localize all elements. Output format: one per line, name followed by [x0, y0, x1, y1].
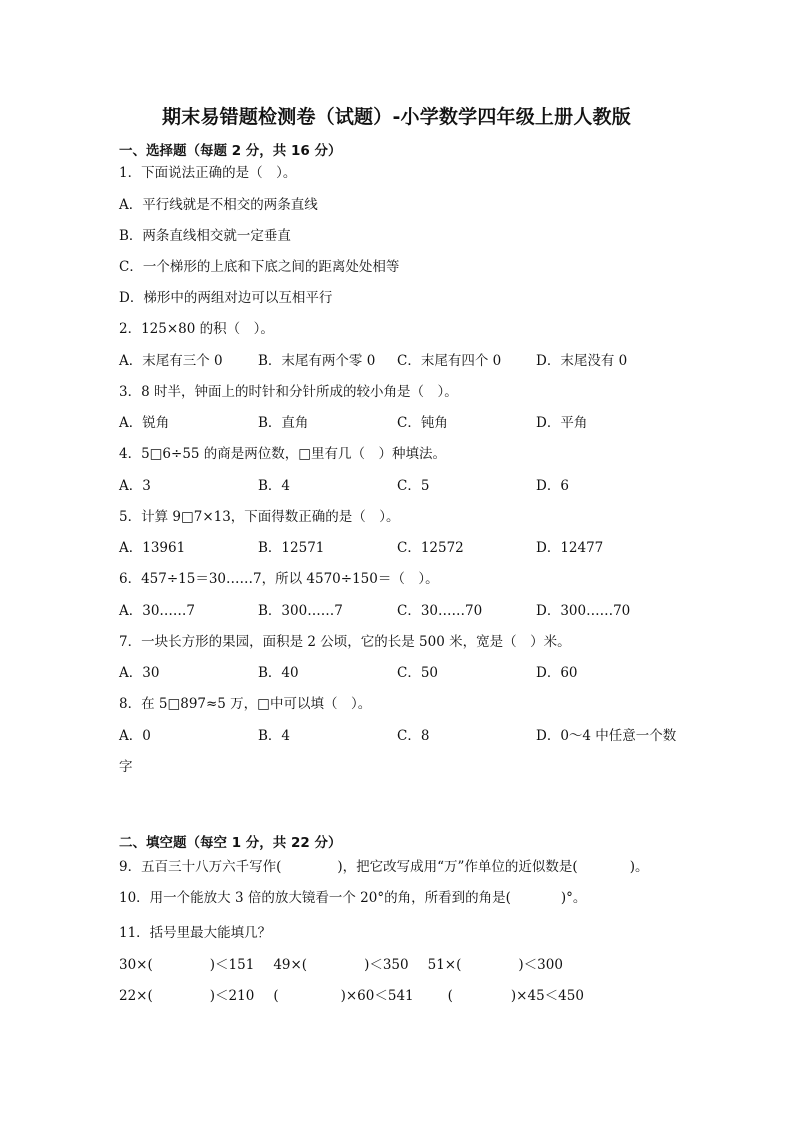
question-1-option-a: A．平行线就是不相交的两条直线 — [119, 197, 318, 213]
question-9-part2: )，把它改写成用“万”作单位的近似数是( — [337, 859, 578, 875]
question-3-stem: 3．8 时半，钟面上的时针和分针所成的较小角是（ ）。 — [119, 384, 458, 400]
question-6-option-b: B．300……7 — [258, 603, 343, 619]
expr-post: )＜151 — [209, 957, 255, 973]
question-3-option-c: C．钝角 — [397, 415, 448, 431]
question-5-option-c: C．12572 — [397, 540, 464, 556]
question-11-stem: 11．括号里最大能填几？ — [119, 925, 272, 941]
question-9-part1: 9．五百三十八万六千写作( — [119, 859, 282, 875]
question-7-option-c: C．50 — [397, 665, 439, 681]
question-10-part2: )°。 — [560, 890, 587, 906]
question-5-option-a: A．13961 — [119, 540, 186, 556]
question-5-option-d: D．12477 — [536, 540, 604, 556]
question-4-stem: 4．5□6÷55 的商是两位数，□里有几（ ）种填法。 — [119, 446, 447, 462]
question-4-option-a: A．3 — [119, 478, 151, 494]
question-1-option-b: B．两条直线相交就一定垂直 — [119, 228, 291, 244]
question-1-option-c: C．一个梯形的上底和下底之间的距离处处相等 — [119, 259, 400, 275]
expr-pre: 30×( — [119, 957, 153, 973]
question-5-options — [119, 539, 699, 557]
question-3-option-b: B．直角 — [258, 415, 309, 431]
section-heading-choice: 一、选择题（每题 2 分，共 16 分） — [119, 143, 342, 159]
question-2-options — [119, 352, 699, 370]
question-8-options — [119, 727, 699, 745]
question-8-stem: 8．在 5□897≈5 万，□中可以填（ ）。 — [119, 696, 372, 712]
question-6-options — [119, 602, 699, 620]
expr-post: )＜300 — [518, 957, 563, 973]
expr-post: )×45＜450 — [510, 988, 584, 1004]
question-10-part1: 10．用一个能放大 3 倍的放大镜看一个 20°的角，所看到的角是( — [119, 890, 511, 906]
question-7-options — [119, 664, 699, 682]
question-6-option-d: D．300……70 — [536, 603, 631, 619]
question-5-option-b: B．12571 — [258, 540, 325, 556]
question-7-option-d: D．60 — [536, 665, 578, 681]
expr-post: )×60＜541 — [340, 988, 414, 1004]
question-4-option-b: B．4 — [258, 478, 291, 494]
question-8-option-b: B．4 — [258, 728, 291, 744]
expr-pre: 49×( — [273, 957, 308, 973]
question-7-option-b: B．40 — [258, 665, 299, 681]
question-7-option-a: A．30 — [119, 665, 160, 681]
question-8-option-d-wrap: 字 — [119, 759, 133, 775]
question-10 — [119, 889, 586, 907]
question-8-option-a: A．0 — [119, 728, 151, 744]
expr-pre: 22×( — [119, 988, 153, 1004]
question-4-option-d: D．6 — [536, 478, 569, 494]
question-9 — [119, 858, 648, 876]
question-11-row-1 — [119, 956, 563, 974]
question-5-stem: 5．计算 9□7×13，下面得数正确的是（ ）。 — [119, 509, 400, 525]
question-6-option-a: A．30……7 — [119, 603, 196, 619]
question-2-stem: 2．125×80 的积（ ）。 — [119, 321, 274, 337]
question-8-option-d: D．0～4 中任意一个数 — [536, 728, 677, 744]
question-2-option-a: A．末尾有三个 0 — [119, 353, 223, 369]
question-3-option-d: D．平角 — [536, 415, 588, 431]
expr-pre: ( — [447, 988, 453, 1004]
question-9-part3: )。 — [629, 859, 649, 875]
question-7-stem: 7．一块长方形的果园，面积是 2 公顷，它的长是 500 米，宽是（ ）米。 — [119, 634, 571, 650]
expr-post: )＜210 — [209, 988, 255, 1004]
page-title: 期末易错题检测卷（试题）-小学数学四年级上册人教版 — [162, 106, 631, 128]
question-6-option-c: C．30……70 — [397, 603, 483, 619]
question-4-options — [119, 477, 699, 495]
expr-post: )＜350 — [364, 957, 409, 973]
question-3-options — [119, 414, 699, 432]
question-11-row-2 — [119, 987, 584, 1005]
question-2-option-c: C．末尾有四个 0 — [397, 353, 502, 369]
expr-pre: ( — [273, 988, 279, 1004]
expr-pre: 51×( — [427, 957, 462, 973]
question-1-option-d: D．梯形中的两组对边可以互相平行 — [119, 290, 333, 306]
question-2-option-d: D．末尾没有 0 — [536, 353, 628, 369]
question-1-stem: 1．下面说法正确的是（ ）。 — [119, 165, 297, 181]
question-2-option-b: B．末尾有两个零 0 — [258, 353, 376, 369]
question-3-option-a: A．锐角 — [119, 415, 170, 431]
question-8-option-c: C．8 — [397, 728, 430, 744]
section-heading-fill-blank: 二、填空题（每空 1 分，共 22 分） — [119, 835, 342, 851]
question-6-stem: 6．457÷15＝30……7，所以 4570÷150＝（ ）。 — [119, 571, 439, 587]
question-4-option-c: C．5 — [397, 478, 430, 494]
